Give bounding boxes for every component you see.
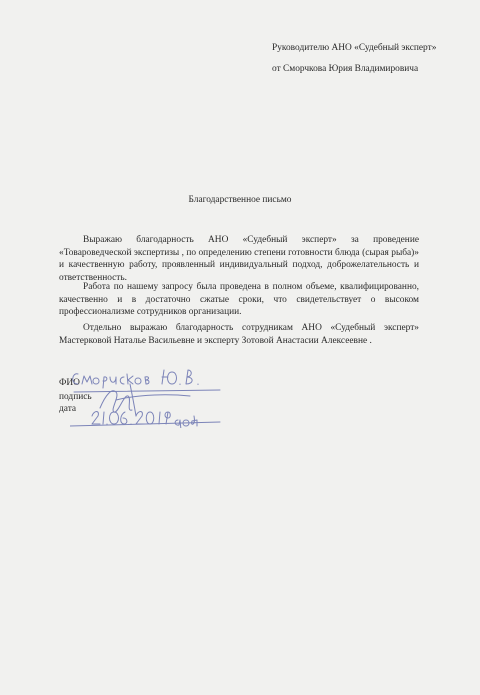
sender-line: от Сморчкова Юрия Владимировича: [272, 64, 419, 74]
date-label: дата: [59, 404, 77, 414]
paragraph-3: Отдельно выражаю благодарность сотрудникам АНО «Судебный эксперт» Мастерковой Наталье Васильевне и эксперту Зотовой Анастасии Алексеевне .: [59, 323, 419, 346]
paragraph-1: Выражаю благодарность АНО «Судебный эксперт» за проведение «Товароведческой экспертизы , по определению степени готовности блюда (сырая рыба)» и качественную работу, проявленный индивидуальный подход, доброжелательность и ответственность.: [59, 235, 419, 283]
signature-label: подпись: [59, 392, 92, 402]
paragraph-2: Работа по нашему запросу была проведена в полном объеме, квалифицированно, качественно и в достаточно сжатые сроки, что свидетельствует о высоком профессионализме сотрудников организации.: [59, 282, 419, 318]
letter-title: Благодарственное письмо: [188, 195, 292, 205]
handwritten-signature: [70, 364, 230, 428]
fio-label: ФИО: [59, 378, 80, 388]
recipient-line: Руководителю АНО «Судебный эксперт»: [272, 43, 437, 53]
